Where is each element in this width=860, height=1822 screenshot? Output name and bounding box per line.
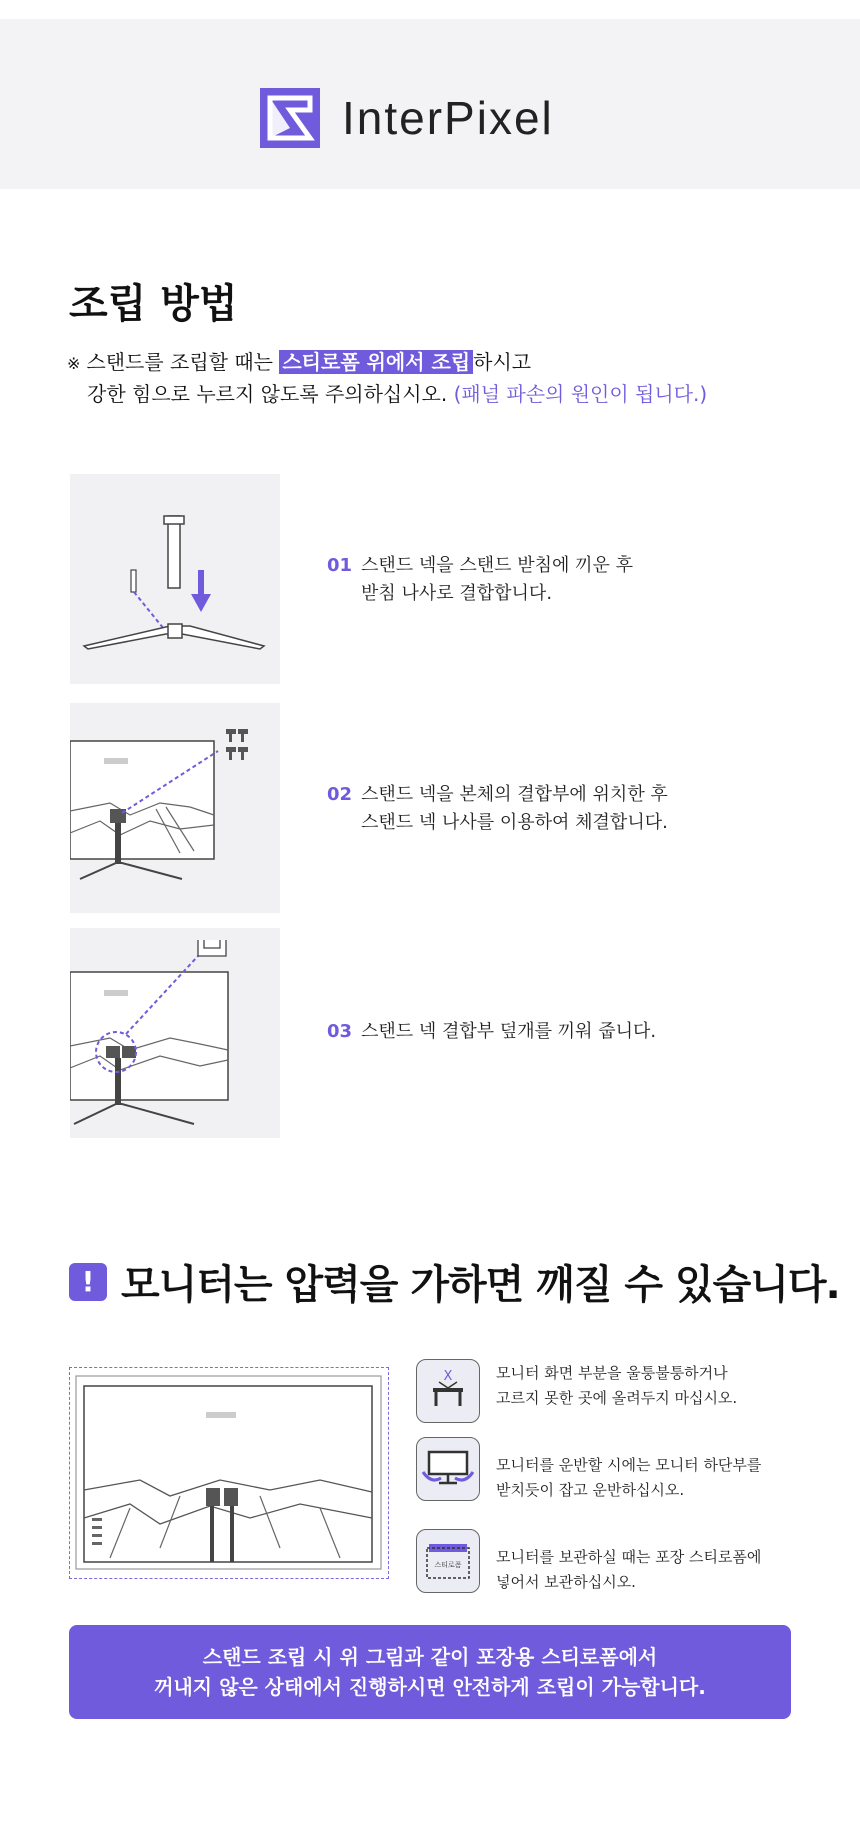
section-title: 조립 방법: [69, 281, 238, 327]
styrofoam-box-icon: [416, 1529, 480, 1593]
warning-heading: [69, 1253, 840, 1310]
tip-line: 넣어서 보관하십시오.: [496, 1573, 636, 1591]
banner-line-2: 꺼내지 않은 상태에서 진행하시면 안전하게 조립이 가능합니다.: [154, 1675, 706, 1699]
screws-icon: [226, 729, 248, 760]
step-line: 받침 나사로 결합합니다.: [361, 583, 553, 604]
tip-line: 받치듯이 잡고 운반하십시오.: [496, 1481, 685, 1499]
brand-name: InterPixel: [342, 92, 554, 144]
monitor-back-diagram: [70, 1368, 387, 1577]
svg-text:X: X: [443, 1369, 453, 1384]
neck-cover-icon: [198, 940, 226, 956]
step-line: 스탠드 넥 나사를 이용하여 체결합니다.: [361, 812, 668, 833]
tip-1-text: [496, 1361, 737, 1411]
step-1-text: [327, 552, 633, 608]
step-2-illustration: [70, 703, 280, 913]
interpixel-logo-icon: [260, 88, 320, 148]
step-3-text: [327, 1018, 656, 1046]
step-line: 스탠드 넥 결합부 덮개를 끼워 줍니다.: [361, 1021, 657, 1042]
note-line1-pre: 스탠드를 조립할 때는: [86, 350, 280, 374]
step-number: 03: [327, 1021, 353, 1042]
step-2-text: [327, 781, 668, 837]
no-pressure-icon: [416, 1359, 480, 1423]
warning-title: 모니터는 압력을 가하면 깨질 수 있습니다.: [121, 1262, 840, 1308]
carry-monitor-icon: [416, 1437, 480, 1501]
note-warning: (패널 파손의 원인이 됩니다.): [453, 382, 708, 406]
info-banner: [69, 1625, 791, 1719]
banner-line-1: 스탠드 조립 시 위 그림과 같이 포장용 스티로폼에서: [202, 1645, 658, 1669]
exclamation-icon: !: [69, 1263, 107, 1301]
step-number: 01: [327, 555, 353, 576]
note-highlight: 스티로폼 위에서 조립: [279, 350, 473, 374]
tip-line: 모니터를 운반할 시에는 모니터 하단부를: [496, 1456, 762, 1474]
tip-line: 모니터를 보관하실 때는 포장 스티로폼에: [496, 1548, 762, 1566]
step-number: 02: [327, 784, 353, 805]
assembly-note: [67, 347, 707, 409]
tip-2-text: [496, 1453, 761, 1503]
header-band: [0, 19, 860, 189]
step-line: 스탠드 넥을 스탠드 받침에 끼운 후: [361, 555, 634, 576]
step-3-illustration: [70, 928, 280, 1138]
stand-base-diagram: [70, 474, 280, 684]
tip-line: 모니터 화면 부분을 울퉁불퉁하거나: [496, 1364, 728, 1382]
step-line: 스탠드 넥을 본체의 결합부에 위치한 후: [361, 784, 668, 805]
note-line1-post: 하시고: [473, 350, 532, 374]
svg-text:스티로폼: 스티로폼: [434, 1561, 462, 1569]
tip-3-text: [496, 1545, 761, 1595]
brand-logo: [260, 88, 554, 148]
tip-line: 고르지 못한 곳에 올려두지 마십시오.: [496, 1389, 738, 1407]
note-mark: ※: [67, 354, 81, 373]
cover-attach-diagram: [70, 928, 280, 1138]
neck-attach-diagram: [70, 703, 280, 913]
step-1-illustration: [70, 474, 280, 684]
monitor-in-styrofoam-illustration: [69, 1367, 389, 1579]
note-line2: 강한 힘으로 누르지 않도록 주의하십시오.: [87, 382, 454, 406]
